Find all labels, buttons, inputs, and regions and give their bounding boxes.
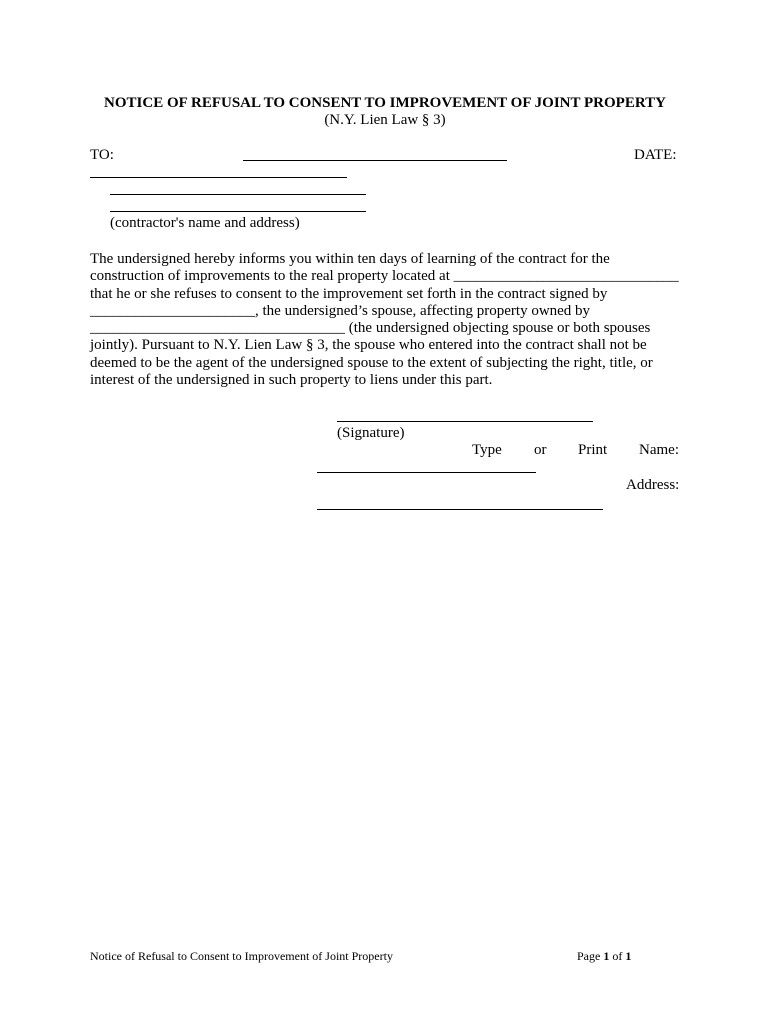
to-blank-line (243, 160, 507, 161)
contractor-line-1 (110, 194, 366, 195)
page-number: 1 (603, 949, 610, 963)
contractor-line-2 (110, 211, 366, 212)
name-blank-line (317, 472, 536, 473)
contractor-caption: (contractor's name and address) (110, 215, 300, 231)
body-line: deemed to be the agent of the undersigned spouse to the extent of subjecting the right, title, or (90, 354, 653, 371)
of-word: of (612, 949, 623, 963)
address-label: Address: (626, 477, 680, 493)
date-label: DATE: (634, 147, 677, 163)
address-blank-line (317, 509, 603, 510)
footer-left-text: Notice of Refusal to Consent to Improvement of Joint Property (90, 949, 393, 963)
document-title: NOTICE OF REFUSAL TO CONSENT TO IMPROVEMENT OF JOINT PROPERTY (104, 95, 666, 111)
print-word: Print (578, 442, 608, 458)
signature-line (337, 421, 593, 422)
to-label: TO: (90, 147, 114, 163)
body-line: that he or she refuses to consent to the improvement set forth in the contract signed by (90, 285, 608, 302)
body-line: construction of improvements to the real property located at ______________________________ (90, 268, 679, 285)
signature-label: (Signature) (337, 425, 405, 441)
name-word: Name: (639, 442, 679, 458)
page-word: Page (577, 949, 601, 963)
date-blank-line (90, 177, 347, 178)
body-line: ______________________, the undersigned’s spouse, affecting property owned by (90, 302, 591, 319)
body-paragraph (90, 251, 680, 389)
type-word: Type (472, 442, 502, 458)
body-line: __________________________________ (the undersigned objecting spouse or both spouses (90, 320, 651, 337)
body-line: jointly). Pursuant to N.Y. Lien Law § 3, the spouse who entered into the contract shall not be (90, 337, 647, 354)
document-subtitle: (N.Y. Lien Law § 3) (324, 112, 446, 128)
body-line: interest of the undersigned in such property to liens under this part. (90, 372, 493, 389)
page-total: 1 (625, 949, 632, 963)
or-word: or (534, 442, 547, 458)
footer-page-indicator (577, 949, 631, 963)
body-line: The undersigned hereby informs you within ten days of learning of the contract for the (90, 251, 610, 267)
